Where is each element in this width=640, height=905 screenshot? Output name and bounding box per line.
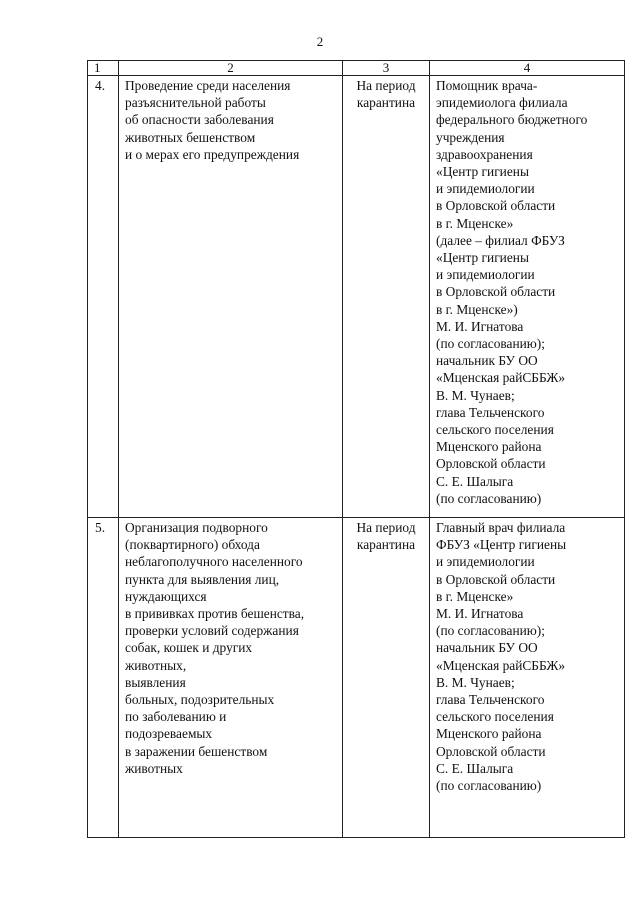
text-line: в Орловской области: [436, 198, 556, 214]
text-line: животных бешенством: [125, 129, 256, 145]
text-line: карантина: [356, 95, 416, 111]
text-line: (по согласованию): [436, 490, 542, 506]
text-line: (по согласованию): [436, 778, 542, 794]
text-line: проверки условий содержания: [125, 623, 299, 639]
text-line: собак, кошек и других: [125, 640, 253, 656]
header-col-1: 1: [88, 61, 119, 76]
text-line: В. М. Чунаев;: [436, 387, 515, 403]
text-line: «Центр гигиены: [436, 164, 529, 180]
text-line: в Орловской области: [436, 571, 556, 587]
table-row: [88, 518, 625, 838]
text-line: животных,: [125, 657, 187, 673]
text-line: пункта для выявления лиц,: [125, 571, 280, 587]
text-line: На период: [356, 520, 416, 535]
text-line: нуждающихся: [125, 588, 207, 604]
text-line: по заболеванию и: [125, 709, 227, 725]
text-line: карантина: [356, 537, 416, 553]
text-line: в прививках против бешенства,: [125, 606, 305, 622]
text-line: «Центр гигиены: [436, 250, 529, 266]
text-line: подозреваемых: [125, 726, 213, 742]
period-cell: [343, 518, 430, 838]
text-line: М. И. Игнатова: [436, 318, 524, 334]
text-line: животных: [125, 760, 183, 776]
text-line: Проведение среди населения: [125, 78, 291, 93]
text-line: сельского поселения: [436, 422, 554, 438]
header-col-4: 4: [430, 61, 625, 76]
text-line: Мценского района: [436, 726, 542, 742]
text-line: об опасности заболевания: [125, 112, 274, 128]
text-line: больных, подозрительных: [125, 692, 275, 708]
activity-cell: [119, 518, 343, 838]
text-line: Орловской области: [436, 456, 546, 472]
text-line: начальник БУ ОО: [436, 640, 538, 656]
text-line: ФБУЗ «Центр гигиены: [436, 537, 567, 553]
text-line: выявления: [125, 674, 186, 690]
measures-table: [87, 60, 625, 838]
text-line: Главный врач филиала: [436, 520, 566, 535]
text-line: (далее – филиал ФБУЗ: [436, 232, 565, 248]
text-line: М. И. Игнатова: [436, 606, 524, 622]
text-line: и о мерах его предупреждения: [125, 146, 300, 162]
text-line: разъяснительной работы: [125, 95, 266, 111]
text-line: и эпидемиологии: [436, 181, 535, 197]
text-line: «Мценская райСББЖ»: [436, 370, 566, 386]
responsible-cell: [430, 76, 625, 518]
text-line: федерального бюджетного: [436, 112, 588, 128]
text-line: На период: [356, 78, 416, 93]
text-line: в заражении бешенством: [125, 743, 268, 759]
text-line: В. М. Чунаев;: [436, 674, 515, 690]
text-line: Орловской области: [436, 743, 546, 759]
text-line: и эпидемиологии: [436, 267, 535, 283]
header-col-3: 3: [343, 61, 430, 76]
text-line: С. Е. Шалыга: [436, 473, 514, 489]
text-line: эпидемиолога филиала: [436, 95, 568, 111]
text-line: и эпидемиологии: [436, 554, 535, 570]
text-line: (поквартирного) обхода: [125, 537, 260, 553]
period-cell: [343, 76, 430, 518]
header-col-2: 2: [119, 61, 343, 76]
text-line: (по согласованию);: [436, 623, 545, 639]
page-number: 2: [316, 34, 324, 49]
text-line: неблагополучного населенного: [125, 554, 303, 570]
text-line: в Орловской области: [436, 284, 556, 300]
text-line: начальник БУ ОО: [436, 353, 538, 369]
text-line: Организация подворного: [125, 520, 268, 535]
responsible-cell: [430, 518, 625, 838]
text-line: в г. Мценске»: [436, 215, 514, 231]
text-line: учреждения: [436, 129, 505, 145]
text-line: (по согласованию);: [436, 336, 545, 352]
text-line: в г. Мценске»): [436, 301, 518, 317]
text-line: глава Тельченского: [436, 404, 545, 420]
text-line: Мценского района: [436, 439, 542, 455]
activity-cell: [119, 76, 343, 518]
text-line: глава Тельченского: [436, 692, 545, 708]
text-line: «Мценская райСББЖ»: [436, 657, 566, 673]
table-header-row: [88, 61, 625, 76]
text-line: С. Е. Шалыга: [436, 760, 514, 776]
text-line: здравоохранения: [436, 146, 533, 162]
text-line: сельского поселения: [436, 709, 554, 725]
row-number: 4.: [88, 76, 119, 518]
table-row: [88, 76, 625, 518]
row-number: 5.: [88, 518, 119, 838]
text-line: в г. Мценске»: [436, 588, 514, 604]
text-line: Помощник врача-: [436, 78, 538, 93]
